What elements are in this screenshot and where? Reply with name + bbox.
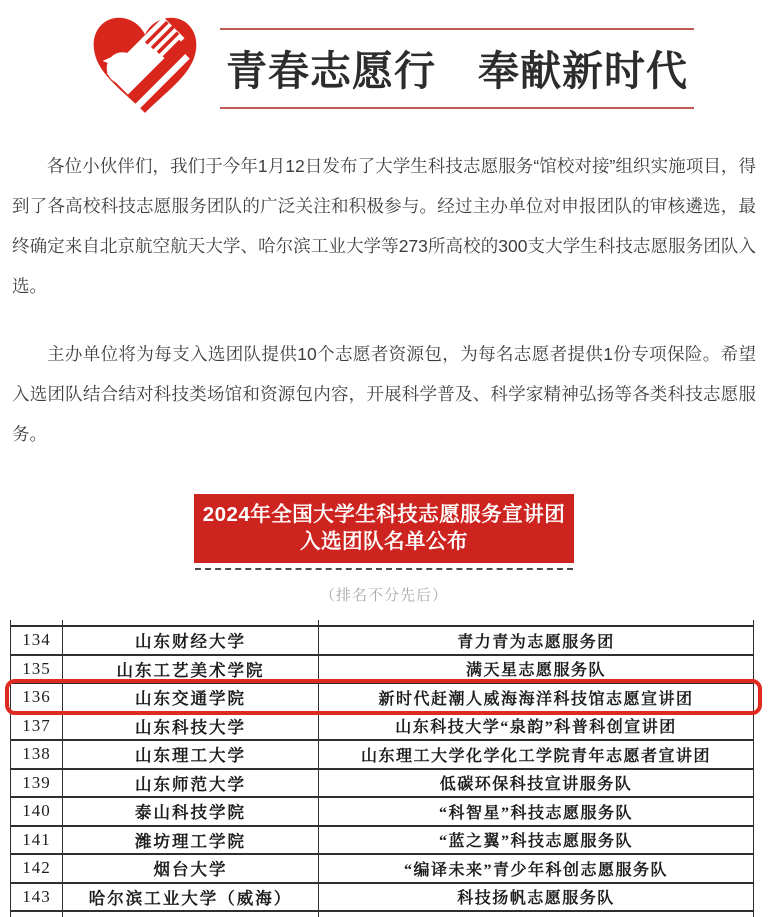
- table-row: [11, 713, 753, 742]
- row-number-cell: 139: [11, 770, 63, 797]
- team-name-cell: 科技扬帆志愿服务队: [457, 890, 615, 908]
- university-cell: 山东师范大学: [63, 770, 319, 797]
- table-row: [11, 798, 753, 827]
- article-body: [12, 146, 756, 454]
- table-row: [11, 741, 753, 770]
- team-name-cell: “蓝之翼”科技志愿服务队: [438, 833, 633, 851]
- university-cell: 烟台大学: [63, 855, 319, 882]
- page-title: 青春志愿行 奉献新时代: [226, 48, 688, 94]
- team-name-cell: “编译未来”青少年科创志愿服务队: [403, 861, 668, 879]
- table-row: [11, 884, 753, 913]
- team-name-cell: 山东理工大学化学化工学院青年志愿者宣讲团: [360, 747, 711, 765]
- row-number-cell: 143: [11, 884, 63, 911]
- results-table: [10, 620, 754, 917]
- row-number-cell: 142: [11, 855, 63, 882]
- volunteer-heart-hand-logo-icon: [84, 8, 206, 120]
- table-body: [11, 627, 753, 912]
- row-number-cell: 136: [11, 684, 63, 711]
- university-cell: 潍坊理工学院: [63, 827, 319, 854]
- team-name-cell: 低碳环保科技宣讲服务队: [439, 776, 633, 794]
- announcement-banner: [194, 494, 574, 563]
- dashed-divider: [195, 568, 573, 570]
- university-cell: 山东财经大学: [63, 627, 319, 654]
- university-cell: 哈尔滨工业大学（威海）: [63, 884, 319, 911]
- banner-line-1: 2024年全国大学生科技志愿服务宣讲团: [202, 503, 566, 526]
- university-cell: 山东理工大学: [63, 741, 319, 768]
- row-number-cell: 140: [11, 798, 63, 825]
- team-name-cell: “科智星”科技志愿服务队: [438, 804, 633, 822]
- intro-paragraph-2: 主办单位将为每支入选团队提供10个志愿者资源包，为每名志愿者提供1份专项保险。希望入选团队结合结对科技类场馆和资源包内容，开展科学普及、科学家精神弘扬等各类科技志愿服务。: [12, 344, 756, 444]
- row-number-cell: 138: [11, 741, 63, 768]
- row-number-cell: 141: [11, 827, 63, 854]
- table-row: [11, 627, 753, 656]
- ranking-note: （排名不分先后）: [319, 587, 448, 604]
- team-name-cell: 山东科技大学“泉韵”科普科创宣讲团: [395, 719, 677, 737]
- table-row: [11, 656, 753, 685]
- university-cell: 山东工艺美术学院: [63, 656, 319, 683]
- table-row: [11, 827, 753, 856]
- university-cell: 泰山科技学院: [63, 798, 319, 825]
- row-number-cell: 135: [11, 656, 63, 683]
- team-name-cell: 青力青为志愿服务团: [457, 633, 615, 651]
- table-row-partial-bottom: [11, 912, 753, 917]
- page-header: [0, 0, 768, 120]
- team-name-cell: 新时代赶潮人威海海洋科技馆志愿宣讲团: [378, 690, 694, 708]
- table-row-partial-top: [11, 620, 753, 627]
- university-cell: 山东交通学院: [63, 684, 319, 711]
- table-row: [11, 855, 753, 884]
- team-name-cell: 满天星志愿服务队: [465, 662, 606, 680]
- intro-paragraph-1: 各位小伙伴们，我们于今年1月12日发布了大学生科技志愿服务“馆校对接”组织实施项目，得到了各高校科技志愿服务团队的广泛关注和积极参与。经过主办单位对申报团队的审核遴选，最终确定来自北京航空航天大学、哈尔滨工业大学等273所高校的300支大学生科技志愿服务团队入选。: [12, 156, 756, 296]
- row-number-cell: 137: [11, 713, 63, 740]
- header-title-block: [220, 28, 694, 109]
- table-row: [11, 770, 753, 799]
- table-row-highlighted: [11, 684, 753, 713]
- row-number-cell: 134: [11, 627, 63, 654]
- banner-line-2: 入选团队名单公布: [300, 530, 468, 553]
- university-cell: 山东科技大学: [63, 713, 319, 740]
